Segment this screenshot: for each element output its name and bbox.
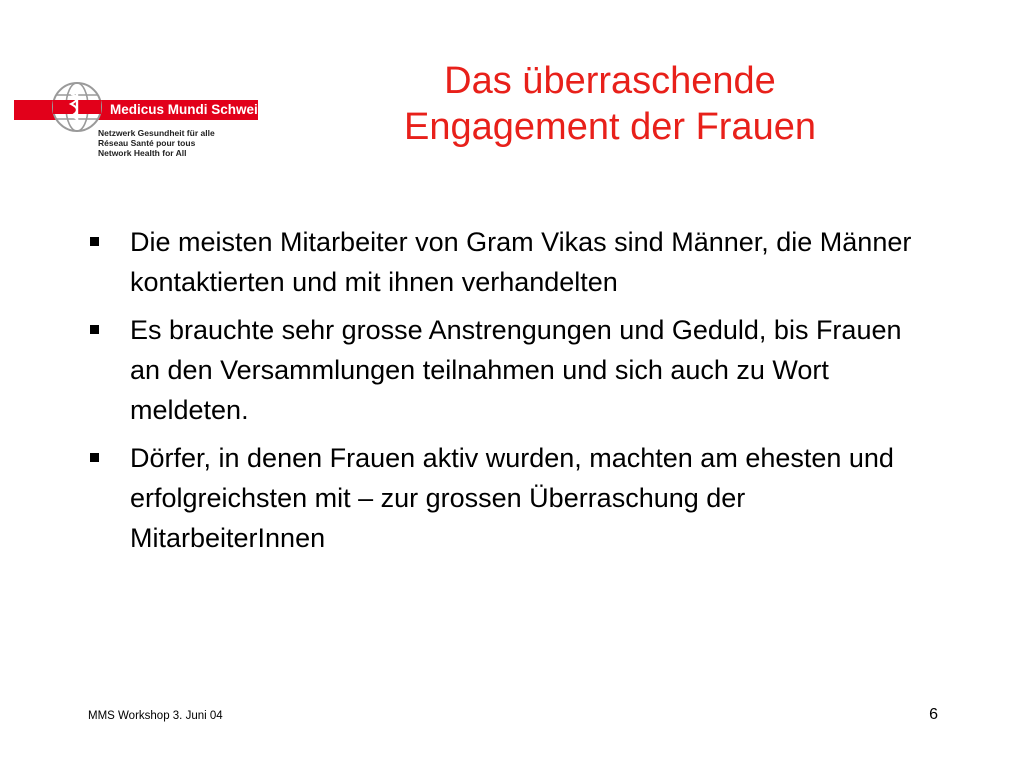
footer-text: MMS Workshop 3. Juni 04 bbox=[88, 710, 223, 722]
square-bullet-icon bbox=[90, 237, 99, 246]
globe-caduceus-icon bbox=[50, 80, 104, 134]
bullet-text: Die meisten Mitarbeiter von Gram Vikas sind Männer, die Männer kontaktierten und mit ihnen verhandelten bbox=[130, 227, 912, 297]
bullet-list bbox=[88, 222, 918, 566]
bullet-text: Es brauchte sehr grosse Anstrengungen und Geduld, bis Frauen an den Versammlungen teilnahmen und sich auch zu Wort meldeten. bbox=[130, 315, 902, 425]
page-number: 6 bbox=[929, 706, 938, 723]
slide-title-line: Engagement der Frauen bbox=[404, 106, 816, 148]
logo-tagline: Netzwerk Gesundheit für alle bbox=[98, 128, 215, 138]
slide-title bbox=[340, 58, 880, 150]
medicus-mundi-logo bbox=[14, 78, 265, 158]
bullet-item bbox=[88, 438, 918, 558]
square-bullet-icon bbox=[90, 325, 99, 334]
logo-tagline: Network Health for All bbox=[98, 148, 187, 158]
logo-taglines bbox=[98, 128, 215, 158]
logo-tagline: Réseau Santé pour tous bbox=[98, 138, 196, 148]
logo-name: Medicus Mundi Schweiz bbox=[110, 102, 265, 117]
bullet-text: Dörfer, in denen Frauen aktiv wurden, machten am ehesten und erfolgreichsten mit – zur grossen Überraschung der MitarbeiterInnen bbox=[130, 443, 894, 553]
square-bullet-icon bbox=[90, 453, 99, 462]
slide-title-line: Das überraschende bbox=[444, 60, 776, 102]
bullet-item bbox=[88, 222, 918, 302]
bullet-item bbox=[88, 310, 918, 430]
